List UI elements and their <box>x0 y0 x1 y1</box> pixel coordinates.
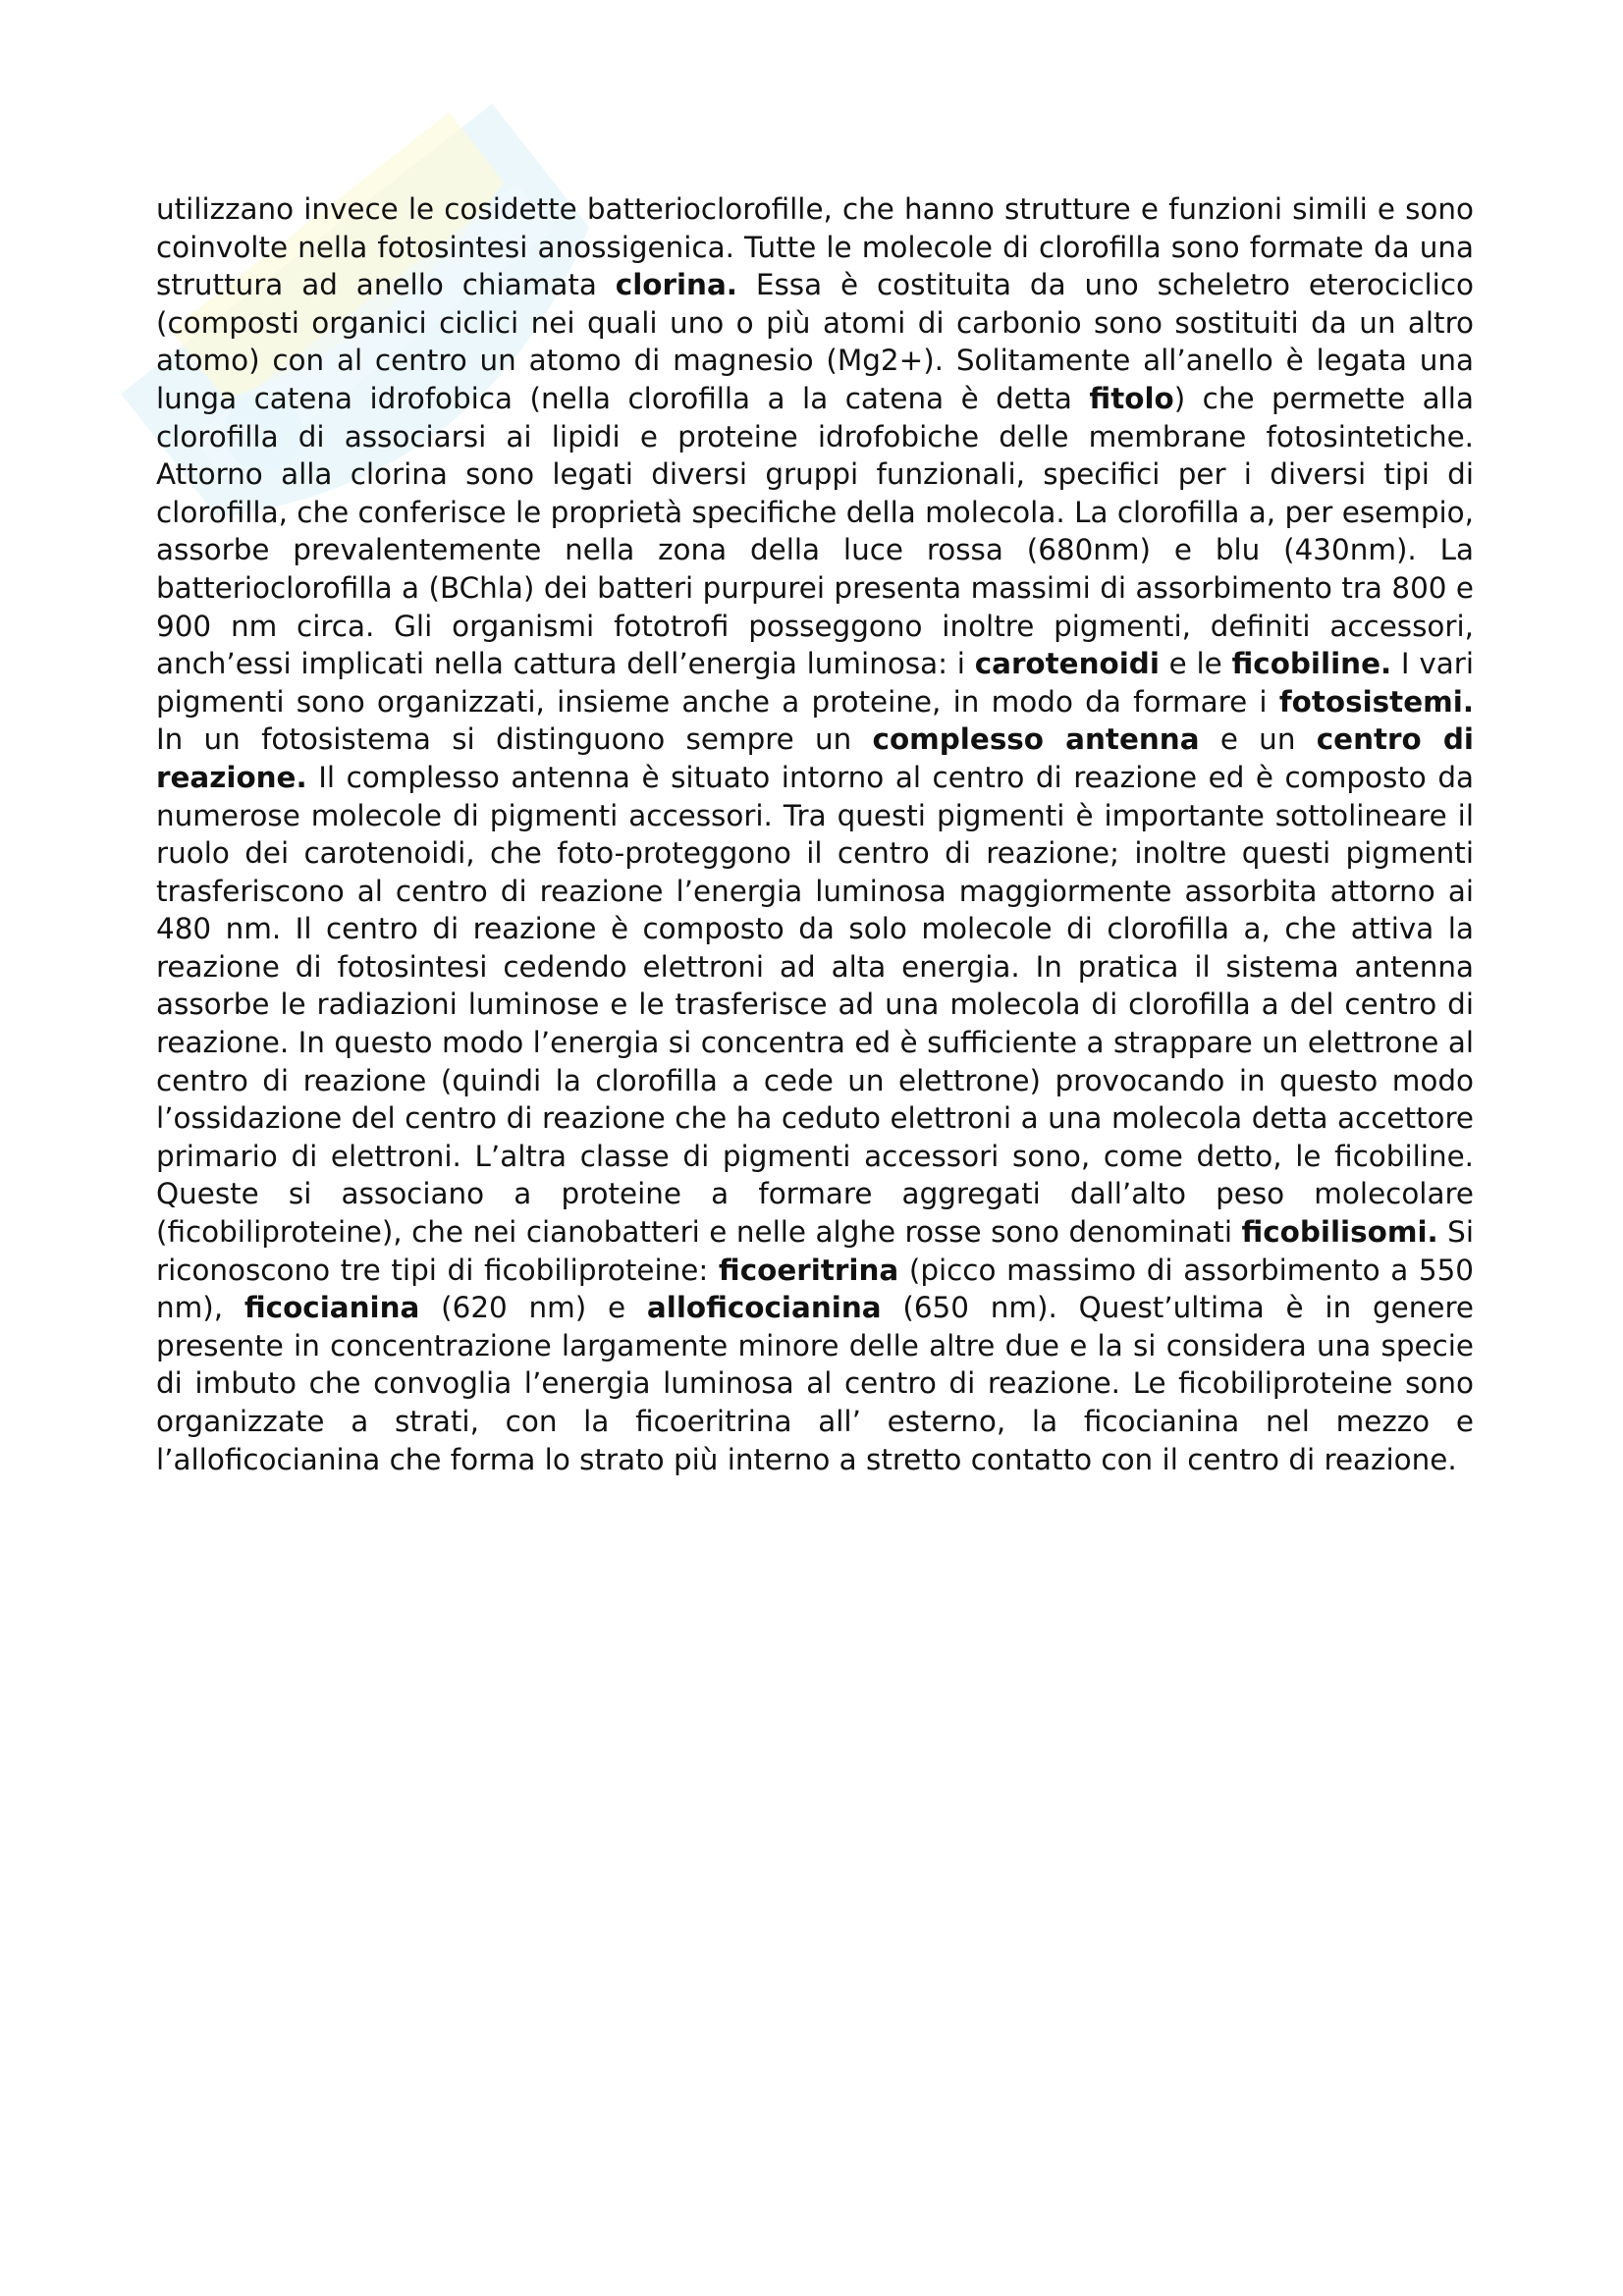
text-run: Il complesso antenna è situato intorno al centro di reazione ed è composto da numerose molecole di pigmenti accessori. Tra questi pigmenti è importante sottolineare il ruolo dei carotenoidi, che foto-proteggono il centro di reazione; inoltre questi pigmenti trasferiscono al centro di reazione l’energia luminosa maggiormente assorbita attorno ai 480 nm. Il centro di reazione è composto da solo molecole di clorofilla a, che attiva la reazione di fotosintesi cedendo elettroni ad alta energia. In pratica il sistema antenna assorbe le radiazioni luminose e le trasferisce ad una molecola di clorofilla a del centro di reazione. In questo modo l’energia si concentra ed è sufficiente a strappare un elettrone al centro di reazione (quindi la clorofilla a cede un elettrone) provocando in questo modo l’ossidazione del centro di reazione che ha ceduto elettroni a una molecola detta accettore primario di elettroni. L’altra classe di pigmenti accessori sono, come detto, le ficobiline. Queste si associano a proteine a formare aggregati dall’alto peso molecolare (ficobiliproteine), che nei cianobatteri e nelle alghe rosse sono denominati <box>156 760 1474 1250</box>
text-run: e le <box>1159 647 1232 681</box>
text-run: ) che permette alla clorofilla di associarsi ai lipidi e proteine idrofobiche delle membrane fotosintetiche. Attorno alla clorina sono legati diversi gruppi funzionali, specifici per i diversi tipi di clorofilla, che conferisce le proprietà specifiche della molecola. La clorofilla a, per esempio, assorbe prevalentemente nella zona della luce rossa (680nm) e blu (430nm). La batterioclorofilla a (BChla) dei batteri purpurei presenta massimi di assorbimento tra 800 e 900 nm circa. Gli organismi fototrofi posseggono inoltre pigmenti, definiti accessori, anch’essi implicati nella cattura dell’energia luminosa: i <box>156 381 1474 681</box>
body-paragraph <box>156 190 1474 1478</box>
bold-term: fotosistemi. <box>1278 684 1474 719</box>
bold-term: clorina. <box>615 268 737 302</box>
bold-term: ficocianina <box>243 1291 420 1325</box>
text-run: (650 nm). Quest’ultima è in genere presente in concentrazione largamente minore delle altre due e la si considera una specie di imbuto che convoglia l’energia luminosa al centro di reazione. Le ficobiliproteine sono organizzate a strati, con la ficoeritrina all’ esterno, la ficocianina nel mezzo e l’alloficocianina che forma lo strato più interno a stretto contatto con il centro di reazione. <box>156 1291 1474 1476</box>
text-run: (picco massimo di assorbimento a 550 nm), <box>156 1253 1474 1325</box>
text-run: In un fotosistema si distinguono sempre un <box>156 722 873 757</box>
bold-term: ficoeritrina <box>718 1253 899 1287</box>
bold-term: fitolo <box>1089 381 1174 415</box>
text-run: (620 nm) e <box>419 1291 647 1325</box>
bold-term: complesso antenna <box>872 722 1200 757</box>
bold-term: carotenoidi <box>974 647 1160 681</box>
bold-term: alloficocianina <box>646 1291 882 1325</box>
text-run: utilizzano invece le cosidette batterioclorofille, che hanno strutture e funzioni simili e sono coinvolte nella fotosintesi anossigenica. Tutte le molecole di clorofilla sono formate da una struttura ad anello chiamata <box>156 192 1474 302</box>
text-run: Si riconoscono tre tipi di ficobiliproteine: <box>156 1215 1474 1287</box>
bold-term: centro di reazione. <box>156 722 1474 794</box>
bold-term: ficobiline. <box>1231 647 1392 681</box>
text-run: Essa è costituita da uno scheletro eterociclico (composti organici ciclici nei quali uno o più atomi di carbonio sono sostituiti da un altro atomo) con al centro un atomo di magnesio (Mg2+). Solitamente all’anello è legata una lunga catena idrofobica (nella clorofilla a la catena è detta <box>156 268 1474 415</box>
bold-term: ficobilisomi. <box>1241 1215 1438 1250</box>
text-run: e un <box>1199 722 1317 757</box>
text-run: I vari pigmenti sono organizzati, insieme anche a proteine, in modo da formare i <box>156 647 1475 719</box>
